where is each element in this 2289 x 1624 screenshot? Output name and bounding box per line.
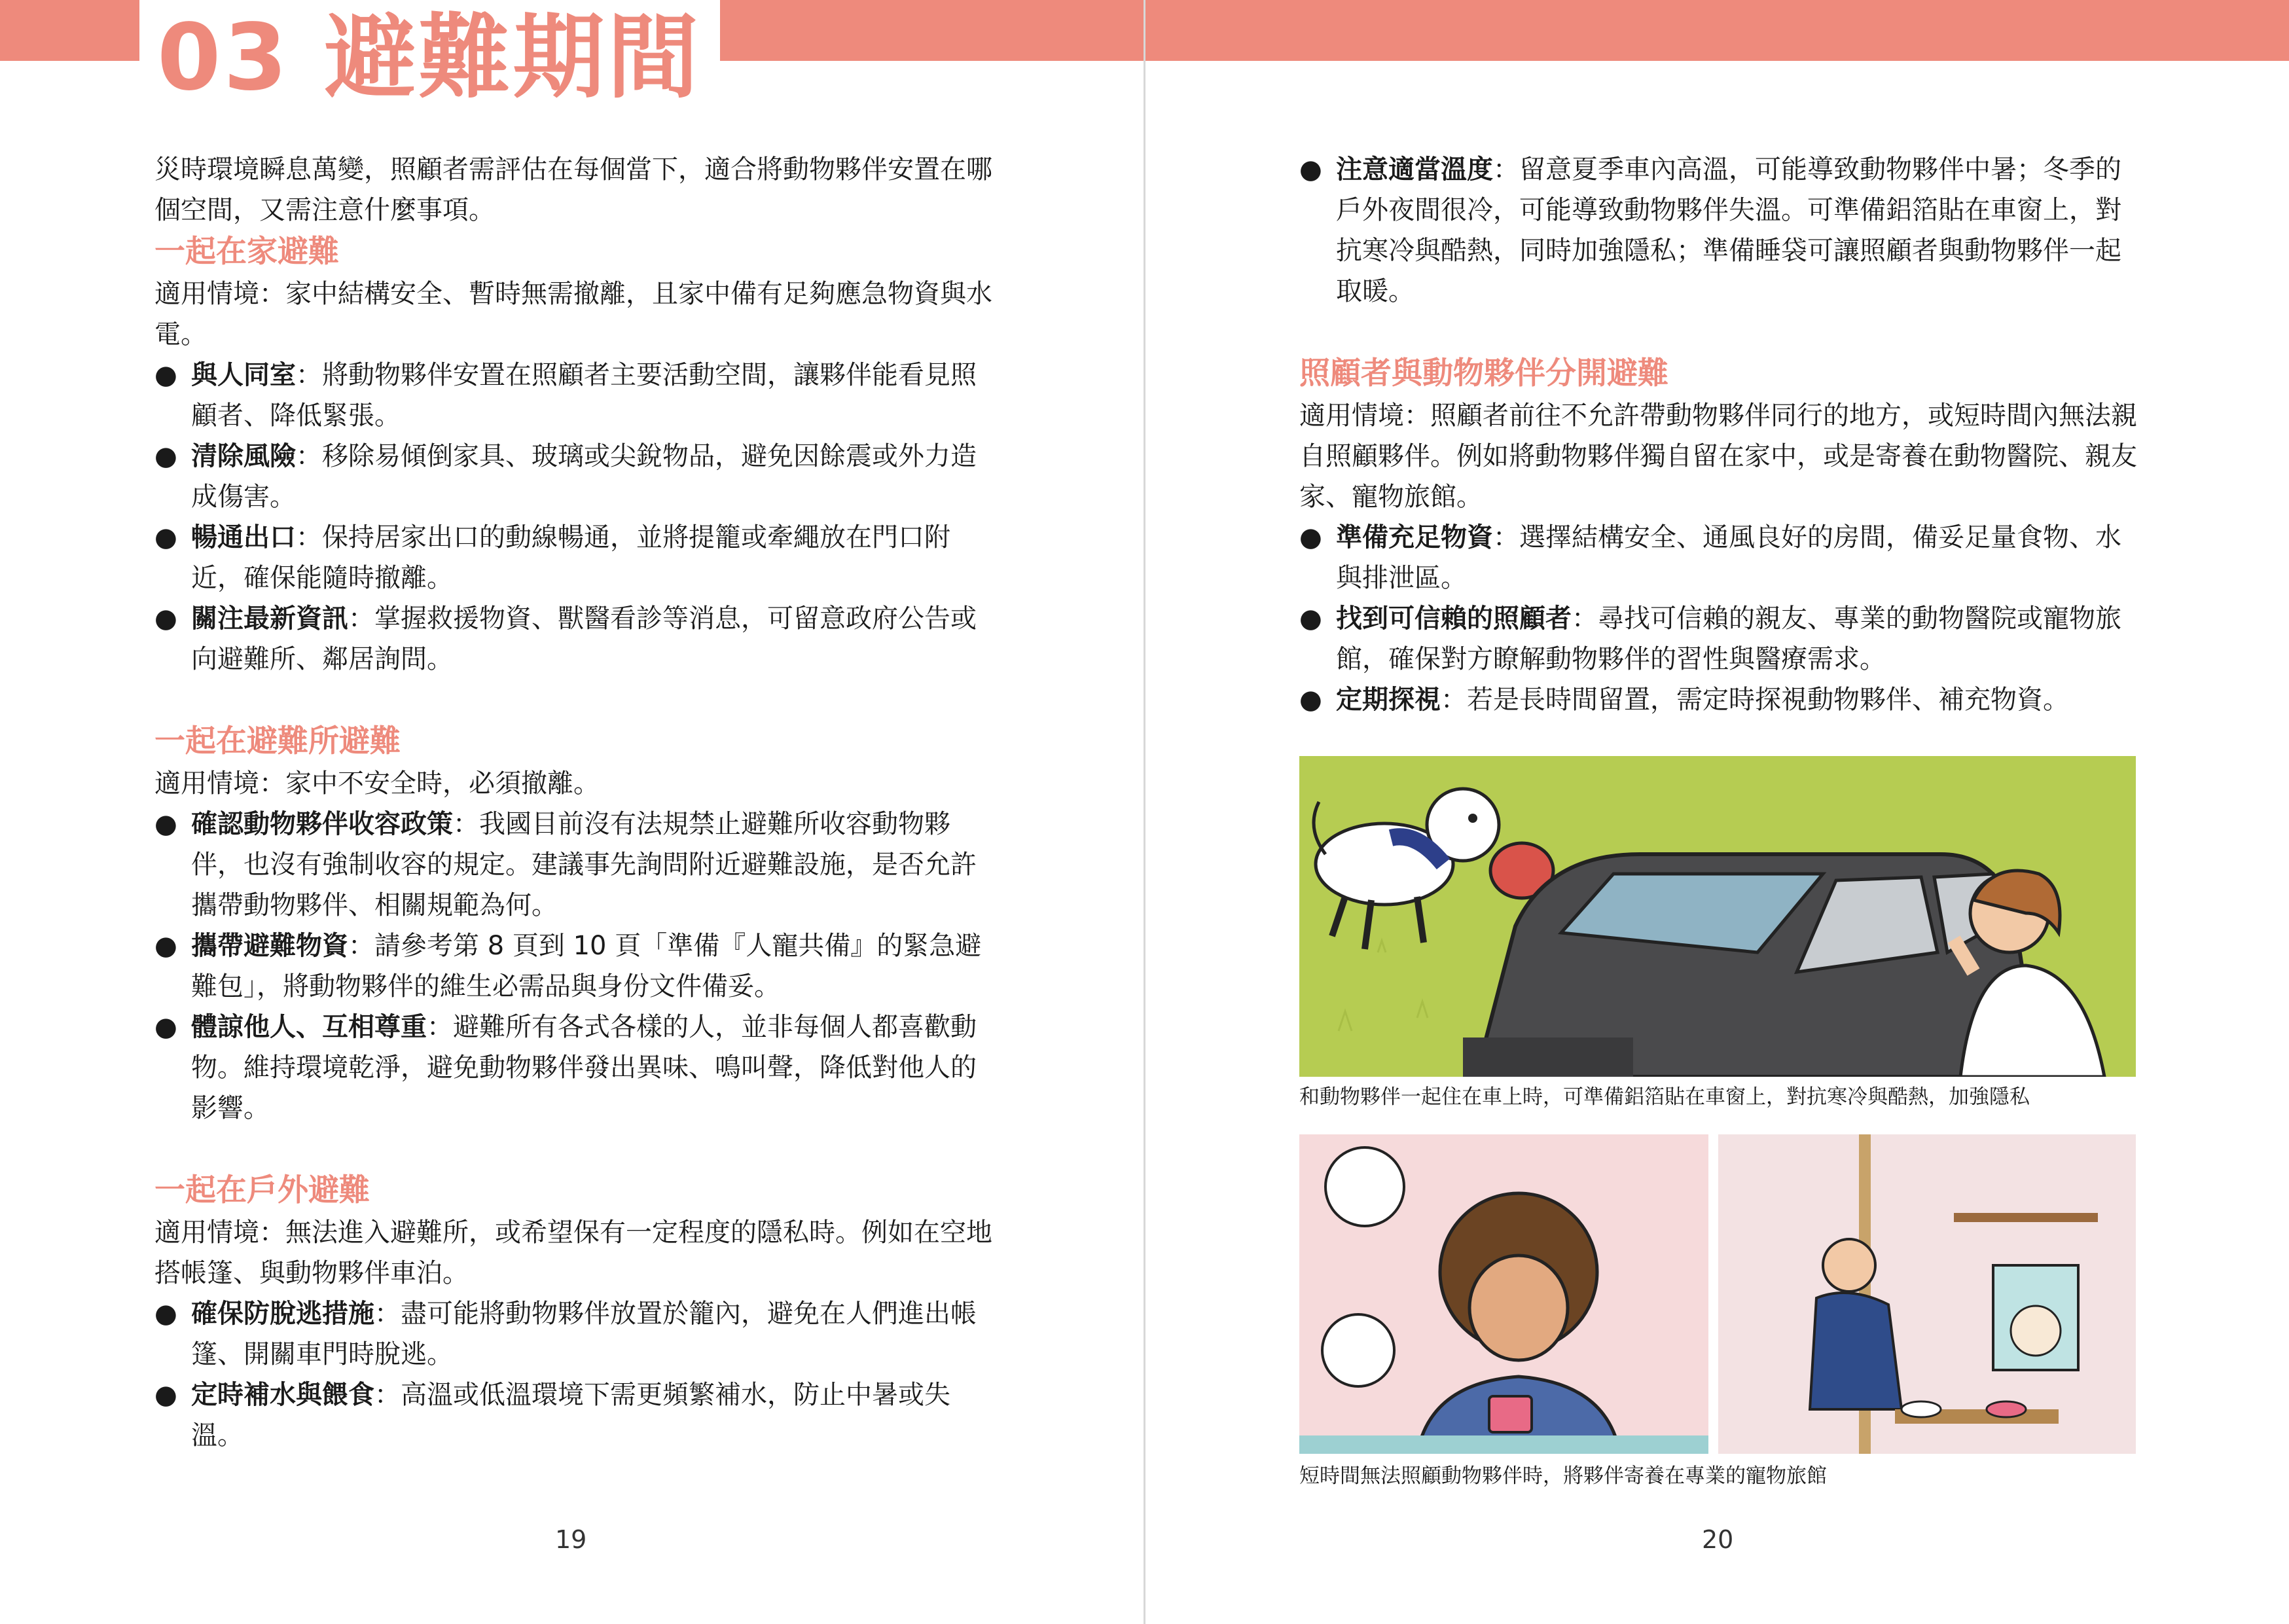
section-heading-outdoor: 一起在戶外避難 [154, 1172, 370, 1208]
bullet-dot-icon: ● [1299, 522, 1322, 552]
bullet-term: 找到可信賴的照顧者 [1336, 604, 1572, 634]
pet-hotel-illustration [1299, 1134, 2136, 1454]
figure-caption-pets: 短時間無法照顧動物夥伴時，將夥伴寄養在專業的寵物旅館 [1299, 1464, 1827, 1488]
bullet-term: 注意適當溫度 [1336, 154, 1493, 185]
page-number-right: 20 [1702, 1525, 1734, 1554]
bullet-dot-icon: ● [1299, 685, 1322, 715]
bullet-dot-icon: ● [154, 931, 177, 961]
bullet-text: ：選擇結構安全、通風良好的房間，備妥足量食物、水與排泄區。 [1336, 522, 2121, 593]
bullet-item [154, 1007, 999, 1128]
bullet-item [154, 517, 999, 598]
bullet-dot-icon: ● [154, 1380, 177, 1410]
bullet-dot-icon: ● [154, 441, 177, 471]
header-band-left [0, 0, 139, 61]
book-spine [1144, 0, 1145, 1624]
figure-caption-car: 和動物夥伴一起住在車上時，可準備鋁箔貼在車窗上，對抗寒冷與酷熱，加強隱私 [1299, 1085, 2030, 1109]
bullet-term: 確保防脫逃措施 [191, 1299, 374, 1329]
header-band-right [720, 0, 2289, 61]
bullet-text: ：若是長時間留置，需定時探視動物夥伴、補充物資。 [1441, 685, 2069, 715]
section-heading-separate: 照顧者與動物夥伴分開避難 [1299, 355, 1668, 391]
bullet-term: 關注最新資訊 [191, 604, 348, 634]
bullet-text: ：掌握救援物資、獸醫看診等消息，可留意政府公告或向避難所、鄰居詢問。 [191, 604, 977, 674]
bullet-item [154, 926, 999, 1007]
bullet-text: ：高溫或低溫環境下需更頻繁補水，防止中暑或失溫。 [191, 1380, 950, 1451]
bullet-dot-icon: ● [1299, 154, 1322, 185]
bullet-dot-icon: ● [1299, 604, 1322, 634]
bullet-term: 確認動物夥伴收容政策 [191, 809, 453, 839]
bullet-dot-icon: ● [154, 604, 177, 634]
section-heading-shelter: 一起在避難所避難 [154, 723, 401, 759]
bullet-term: 準備充足物資 [1336, 522, 1493, 552]
bullet-text: ：移除易傾倒家具、玻璃或尖銳物品，避免因餘震或外力造成傷害。 [191, 441, 977, 512]
bullet-dot-icon: ● [154, 1012, 177, 1042]
bullet-item [1299, 517, 2144, 598]
bullet-item [1299, 679, 2144, 720]
bullet-term: 暢通出口 [191, 522, 296, 552]
bullet-item [154, 598, 999, 679]
bullet-term: 與人同室 [191, 360, 296, 390]
bullet-item [154, 355, 999, 436]
bullet-item [154, 436, 999, 517]
page-number-left: 19 [555, 1525, 587, 1554]
section-heading-home: 一起在家避難 [154, 234, 339, 270]
bullet-text: ：留意夏季車內高溫，可能導致動物夥伴中暑；冬季的戶外夜間很冷，可能導致動物夥伴失溫。可準備鋁箔貼在車窗上，對抗寒冷與酷熱，同時加強隱私；準備睡袋可讓照顧者與動物夥伴一起取暖。 [1336, 154, 2121, 306]
bullet-text: ：將動物夥伴安置在照顧者主要活動空間，讓夥伴能看見照顧者、降低緊張。 [191, 360, 977, 431]
bullet-dot-icon: ● [154, 360, 177, 390]
bullet-dot-icon: ● [154, 809, 177, 839]
section-applies: 適用情境：家中不安全時，必須撤離。 [154, 768, 600, 799]
section-applies: 適用情境：照顧者前往不允許帶動物夥伴同行的地方，或短時間內無法親自照顧夥伴。例如將動物夥伴獨自留在家中，或是寄養在動物醫院、親友家、寵物旅館。 [1299, 401, 2137, 512]
bullet-term: 定時補水與餵食 [191, 1380, 374, 1410]
bullet-term: 清除風險 [191, 441, 296, 471]
bullet-text: ：尋找可信賴的親友、專業的動物醫院或寵物旅館，確保對方瞭解動物夥伴的習性與醫療需求。 [1336, 604, 2121, 674]
bullet-term: 定期探視 [1336, 685, 1441, 715]
bullet-item [1299, 598, 2144, 679]
bullet-text: ：我國目前沒有法規禁止避難所收容動物夥伴，也沒有強制收容的規定。建議事先詢問附近避難設施，是否允許攜帶動物夥伴、相關規範為何。 [191, 809, 977, 920]
bullet-dot-icon: ● [154, 522, 177, 552]
bullet-dot-icon: ● [154, 1299, 177, 1329]
left-page [154, 149, 999, 1456]
bullet-term: 攜帶避難物資 [191, 931, 348, 961]
section-applies: 適用情境：家中結構安全、暫時無需撤離，且家中備有足夠應急物資與水電。 [154, 279, 992, 350]
bullet-text: ：請參考第 8 頁到 10 頁「準備『人寵共備』的緊急避難包」，將動物夥伴的維生必需品與身份文件備妥。 [191, 931, 982, 1001]
intro-paragraph: 災時環境瞬息萬變，照顧者需評估在每個當下，適合將動物夥伴安置在哪個空間，又需注意什麼事項。 [154, 154, 992, 225]
bullet-text: ：避難所有各式各樣的人，並非每個人都喜歡動物。維持環境乾淨，避免動物夥伴發出異味、鳴叫聲，降低對他人的影響。 [191, 1012, 977, 1123]
bullet-item [154, 1293, 999, 1375]
car-shape [1463, 854, 2039, 1077]
bullet-term: 體諒他人、互相尊重 [191, 1012, 427, 1042]
bullet-text: ：盡可能將動物夥伴放置於籠內，避免在人們進出帳篷、開關車門時脫逃。 [191, 1299, 977, 1369]
chapter-title: 03 避難期間 [157, 5, 702, 111]
bullet-item [154, 804, 999, 926]
bullet-item [154, 1375, 999, 1456]
car-illustration [1299, 756, 2136, 1077]
bullet-item [1299, 149, 2144, 312]
right-page [1299, 149, 2144, 720]
section-applies: 適用情境：無法進入避難所，或希望保有一定程度的隱私時。例如在空地搭帳篷、與動物夥伴車泊。 [154, 1218, 992, 1288]
bullet-text: ：保持居家出口的動線暢通，並將提籠或牽繩放在門口附近，確保能隨時撤離。 [191, 522, 950, 593]
